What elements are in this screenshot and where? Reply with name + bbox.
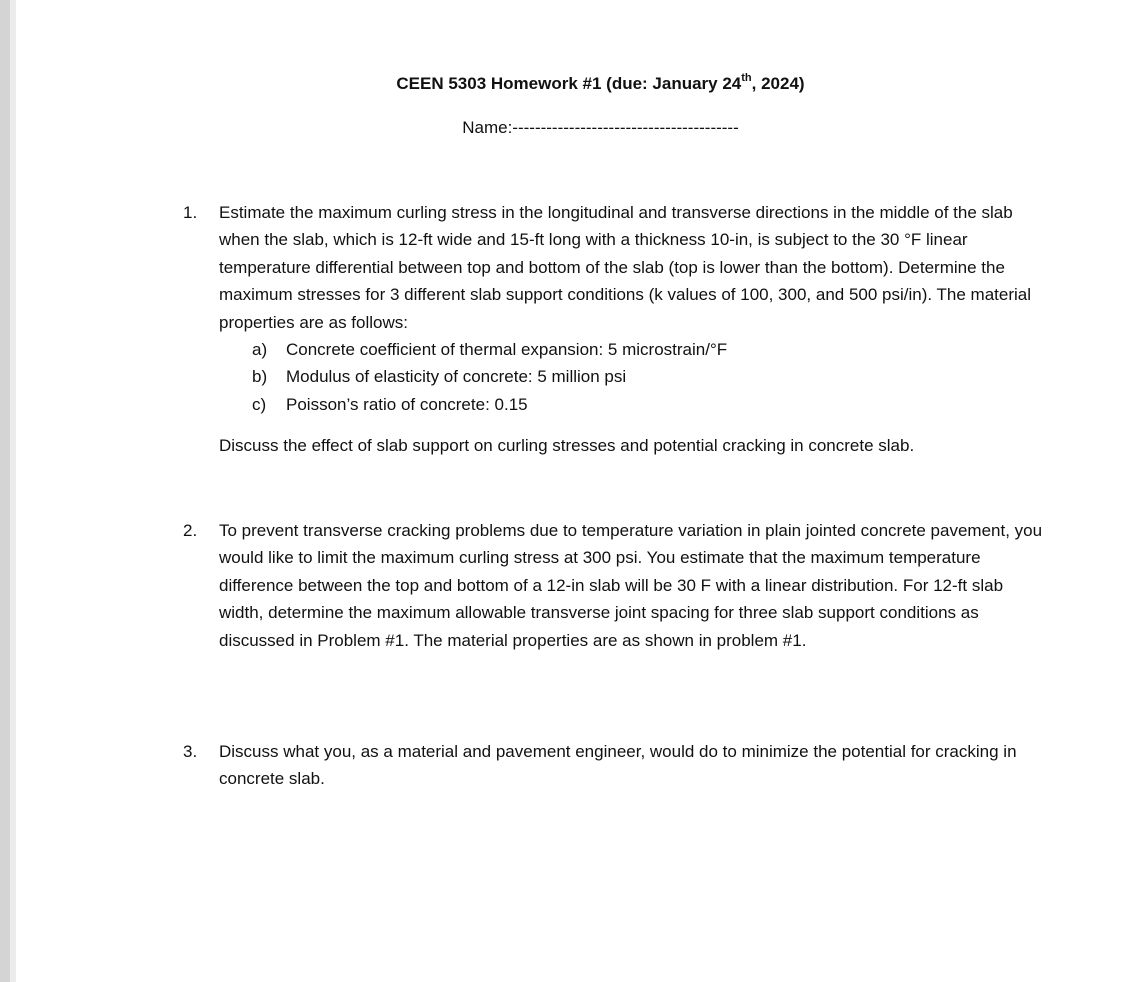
problem-number: 1. [183,203,198,222]
problem-text: Estimate the maximum curling stress in the longitudinal and transverse directions in the middle of the slab when the slab, which is 12-ft wide and 15-ft long with a thickness 10-in, is subject to the 30 °F linear temperature differential between top and bottom of the slab (top is lower than the bottom). Determine the maximum stresses for 3 different slab support conditions (k values of 100, 300, and 500 psi/in). The material properties are as follows: [219,203,1032,332]
viewer-left-border [0,0,10,982]
list-item-letter: b) [252,367,268,387]
list-item-text: Poisson’s ratio of concrete: 0.15 [286,394,528,414]
problem-discussion: Discuss the effect of slab support on curling stresses and potential cracking in concrete slab. [219,436,915,456]
list-item [219,363,1043,390]
problem-body [219,738,1043,793]
problem-3 [183,738,1043,793]
list-item-text: Modulus of elasticity of concrete: 5 million psi [286,367,627,387]
list-item [219,336,1043,363]
problem-number: 3. [183,742,198,761]
problem-body [219,517,1043,654]
problem-1 [183,199,1043,460]
title-suffix: , 2024) [751,74,805,93]
document-page [16,0,1137,982]
list-item-letter: a) [252,340,268,360]
list-item-letter: c) [252,394,267,414]
problem-text: Discuss what you, as a material and pavement engineer, would do to minimize the potential for cracking in concrete slab. [219,742,1017,789]
material-properties-list [219,336,1043,418]
problem-2 [183,517,1043,654]
list-item [219,391,1043,418]
title-prefix: CEEN 5303 Homework #1 (due: January 24 [396,74,742,93]
assignment-title [16,73,1137,95]
title-superscript: th [741,72,752,85]
problem-body [219,199,1043,460]
problem-number: 2. [183,521,198,540]
problem-text: To prevent transverse cracking problems due to temperature variation in plain jointed concrete pavement, you would like to limit the maximum curling stress at 300 psi. You estimate that the maximum temperature difference between the top and bottom of a 12-in slab will be 30 F with a linear distribution. For 12-ft slab width, determine the maximum allowable transverse joint spacing for three slab support conditions as discussed in Problem #1. The material properties are as shown in problem #1. [219,521,1043,650]
list-item-text: Concrete coefficient of thermal expansion: 5 microstrain/°F [286,340,728,360]
name-field-line: Name:---------------------------------------- [462,118,739,137]
